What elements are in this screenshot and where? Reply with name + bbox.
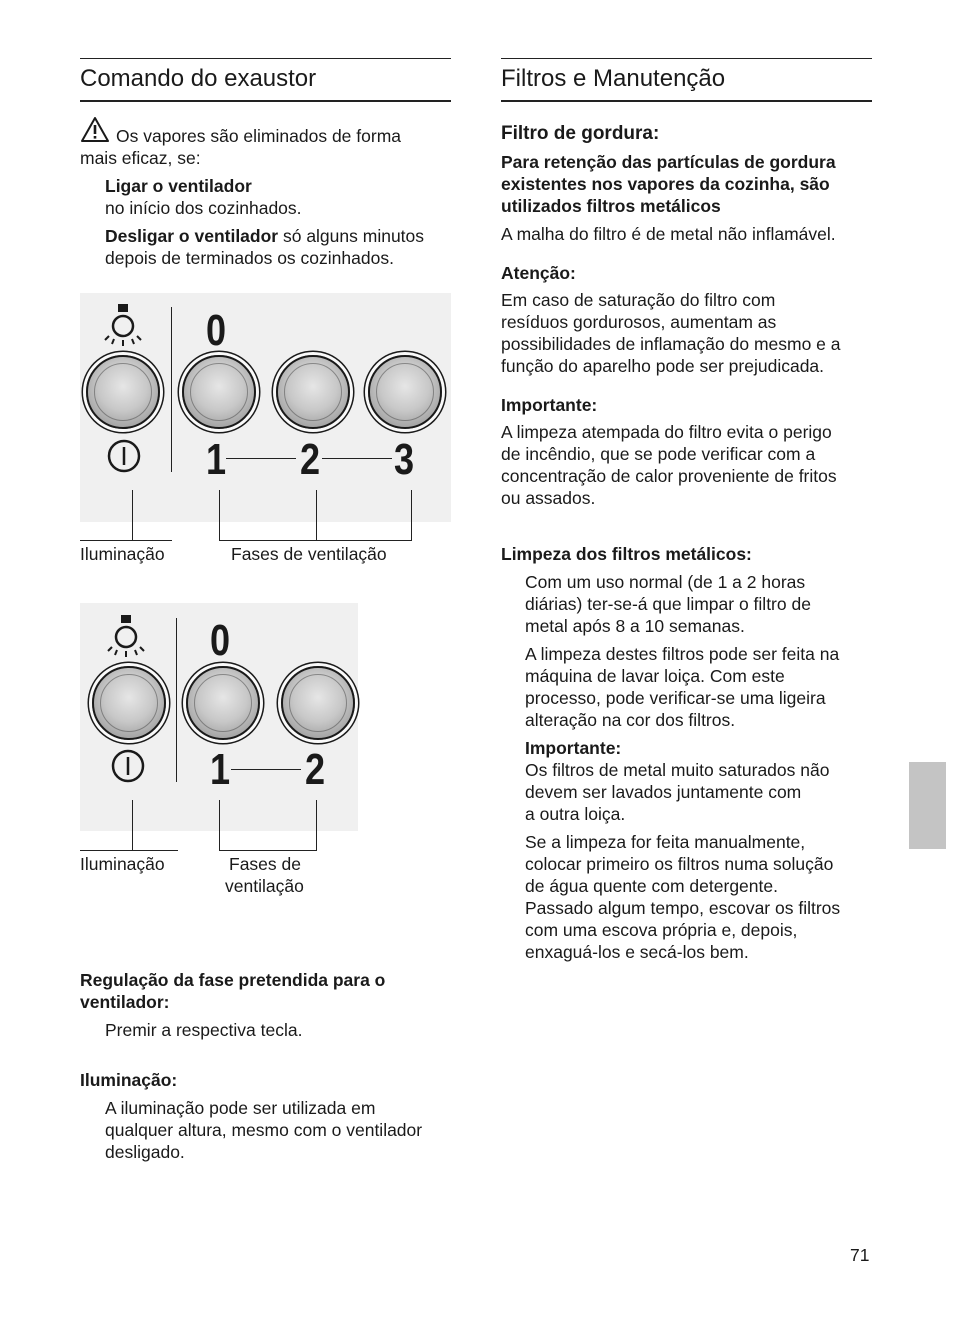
label-illumination: Iluminação: [80, 544, 165, 564]
attention-line2: resíduos gordurosos, aumentam as: [501, 312, 777, 332]
on-text: no início dos cozinhados.: [105, 198, 302, 218]
important-line2: de incêndio, que se pode verificar com a: [501, 444, 816, 464]
attention-line4: função do aparelho pode ser prejudicada.: [501, 356, 825, 376]
callout-line: [219, 540, 412, 541]
callout-line: [316, 800, 317, 850]
regulation-heading-line1: Regulação da fase pretendida para o: [80, 970, 386, 990]
important-heading: Importante:: [501, 395, 598, 415]
speed-two-label: 2: [305, 745, 326, 794]
warning-text-line2: mais eficaz, se:: [80, 148, 201, 168]
label-fan-speeds-line1: Fases de: [229, 854, 301, 874]
title-bottom-rule: [501, 100, 872, 102]
light-button[interactable]: [86, 355, 160, 429]
cleaning-d-line4: Passado algum tempo, escovar os filtros: [525, 898, 841, 918]
callout-line: [132, 490, 133, 540]
speed-zero-label: 0: [206, 306, 227, 355]
attention-line1: Em caso de saturação do filtro com: [501, 290, 776, 310]
important-line1: A limpeza atempada do filtro evita o perigo: [501, 422, 832, 442]
speed-three-label: 3: [394, 435, 415, 484]
off-text1: só alguns minutos: [278, 226, 425, 246]
cleaning-d-line6: enxaguá-los e secá-los bem.: [525, 942, 749, 962]
language-tab-marker: [909, 762, 946, 849]
warning-text-line1: Os vapores são eliminados de forma: [116, 126, 401, 146]
section-title-right: Filtros e Manutenção: [501, 65, 726, 92]
label-illumination: Iluminação: [80, 854, 165, 874]
off-heading: Desligar o ventilador: [105, 226, 279, 246]
speed-connector: [231, 769, 301, 770]
important-line4: ou assados.: [501, 488, 596, 508]
callout-line: [219, 800, 220, 850]
cleaning-a-line3: metal após 8 a 10 semanas.: [525, 616, 745, 636]
title-top-rule: [501, 58, 872, 59]
callout-line: [316, 490, 317, 540]
page-number: 71: [850, 1245, 870, 1265]
cleaning-c-line3: a outra loiça.: [525, 804, 626, 824]
cleaning-b-line4: alteração na cor dos filtros.: [525, 710, 736, 730]
fan-speed-1-button[interactable]: [182, 355, 256, 429]
cleaning-d-line2: colocar primeiro os filtros numa solução: [525, 854, 834, 874]
fan-speed-3-button[interactable]: [368, 355, 442, 429]
speed-connector: [226, 458, 296, 459]
cleaning-b-line3: processo, pode verificar-se uma ligeira: [525, 688, 826, 708]
lamp-icon: [103, 302, 143, 350]
speed-two-label: 2: [300, 435, 321, 484]
speed-zero-label: 0: [210, 616, 231, 665]
cleaning-d-line5: com uma escova própria e, depois,: [525, 920, 798, 940]
cleaning-d-line1: Se a limpeza for feita manualmente,: [525, 832, 806, 852]
off-line1: [105, 225, 424, 247]
cleaning-a-line2: diárias) ter-se-á que limpar o filtro de: [525, 594, 811, 614]
speed-connector: [322, 458, 392, 459]
cleaning-important-heading: Importante:: [525, 738, 622, 758]
grease-filter-heading: Filtro de gordura:: [501, 123, 660, 144]
warning-icon: [80, 116, 110, 143]
regulation-text: Premir a respectiva tecla.: [105, 1020, 303, 1040]
callout-line: [411, 490, 412, 540]
cleaning-heading: Limpeza dos filtros metálicos:: [501, 544, 752, 564]
title-top-rule: [80, 58, 451, 59]
speed-one-label: 1: [206, 435, 227, 484]
panel-divider: [171, 307, 172, 472]
fan-speed-2-button[interactable]: [281, 666, 355, 740]
label-fan-speeds: Fases de ventilação: [231, 544, 387, 564]
speed-one-label: 1: [210, 745, 231, 794]
cleaning-c-line2: devem ser lavados juntamente com: [525, 782, 802, 802]
grease-bold-line1: Para retenção das partículas de gordura: [501, 152, 836, 172]
cleaning-d-line3: de água quente com detergente.: [525, 876, 778, 896]
power-icon: [106, 438, 142, 474]
callout-line: [132, 800, 133, 850]
fan-speed-2-button[interactable]: [276, 355, 350, 429]
attention-line3: possibilidades de inflamação do mesmo e a: [501, 334, 841, 354]
grease-bold-line2: existentes nos vapores da cozinha, são: [501, 174, 830, 194]
callout-line: [219, 850, 317, 851]
panel-divider: [176, 618, 177, 782]
illumination-text-line3: desligado.: [105, 1142, 185, 1162]
illumination-text-line1: A iluminação pode ser utilizada em: [105, 1098, 376, 1118]
callout-line: [219, 490, 220, 540]
callout-line: [80, 850, 178, 851]
grease-bold-line3: utilizados filtros metálicos: [501, 196, 721, 216]
label-fan-speeds-line2: ventilação: [225, 876, 304, 896]
grease-text: A malha do filtro é de metal não inflamável.: [501, 224, 836, 244]
on-heading: Ligar o ventilador: [105, 176, 252, 196]
cleaning-c-line1: Os filtros de metal muito saturados não: [525, 760, 830, 780]
fan-speed-1-button[interactable]: [186, 666, 260, 740]
title-bottom-rule: [80, 100, 451, 102]
illumination-text-line2: qualquer altura, mesmo com o ventilador: [105, 1120, 423, 1140]
cleaning-b-line2: máquina de lavar loiça. Com este: [525, 666, 785, 686]
cleaning-b-line1: A limpeza destes filtros pode ser feita na: [525, 644, 840, 664]
light-button[interactable]: [92, 666, 166, 740]
illumination-heading: Iluminação:: [80, 1070, 178, 1090]
section-title-left: Comando do exaustor: [80, 65, 317, 92]
attention-heading: Atenção:: [501, 263, 576, 283]
important-line3: concentração de calor proveniente de fritos: [501, 466, 837, 486]
power-icon: [110, 748, 146, 784]
cleaning-a-line1: Com um uso normal (de 1 a 2 horas: [525, 572, 806, 592]
off-text2: depois de terminados os cozinhados.: [105, 248, 394, 268]
callout-line: [80, 540, 172, 541]
lamp-icon: [106, 613, 146, 661]
regulation-heading-line2: ventilador:: [80, 992, 170, 1012]
